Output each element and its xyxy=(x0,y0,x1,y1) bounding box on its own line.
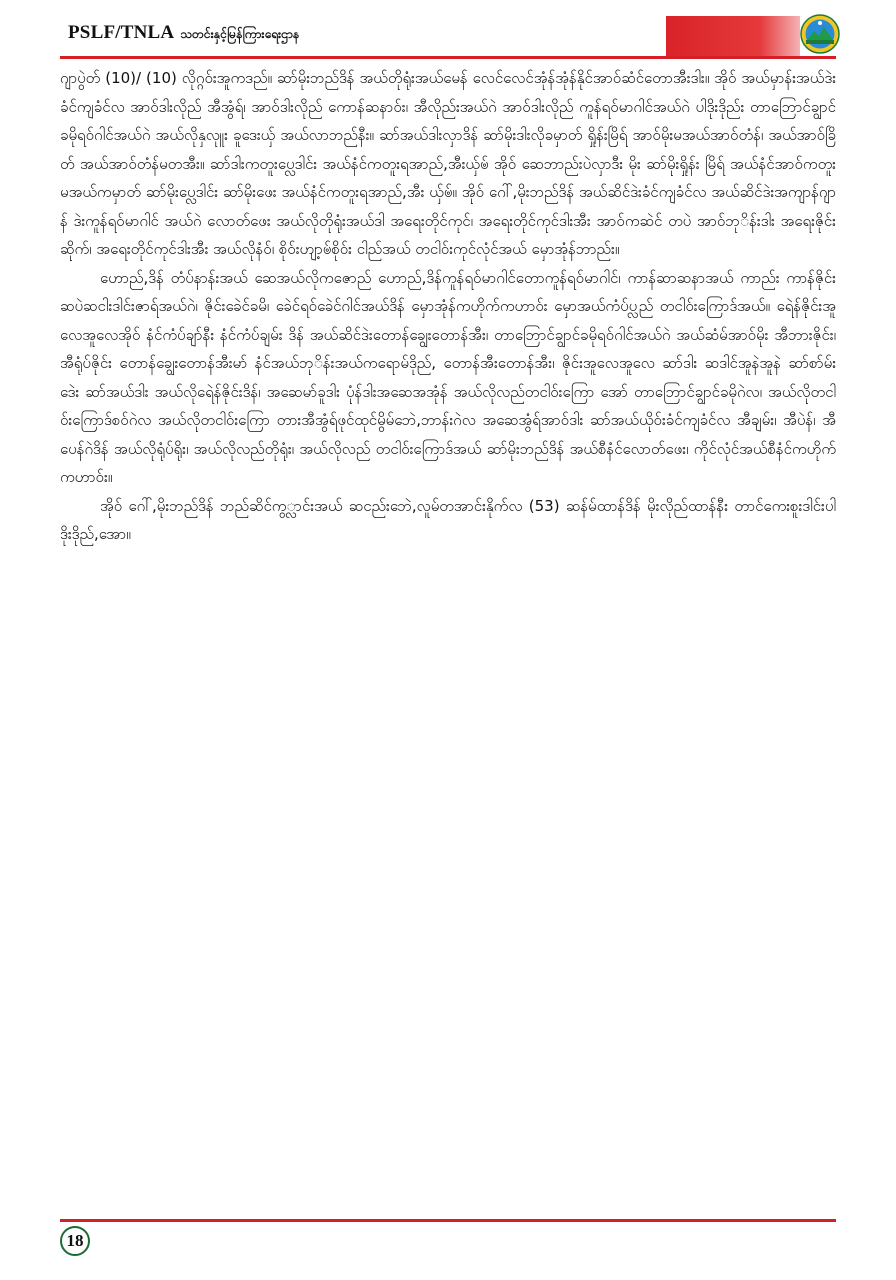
footer-divider xyxy=(60,1219,836,1222)
page-header xyxy=(0,0,896,64)
paragraph: ဟောည်,ဒိန် တံပ်နာန်းအယ် ဆေအယ်လိုကဇောည် ဟောည်,ဒိန်ကူန်ရဝ်မာဂါင်တောကူန်ရဝ်မာဂါင်၊ ကာန်ဆာဆနာအယ် ကာည်း ကာန်ဇိုင်းဆပဲဆငါးဒါင်းဇာရ်အယ်ဂဲ၊ ဇိုင်းခေဲင်ခမိ၊ ခေဲင်ရဝ်ခေဲင်ဂါင်အယ်ဒိန် မှောအုံန်ကဟိုက်ကဟာဝ်း မှောအယ်ကံပ်ပ္လည် တငါဝ်းကြောဒ်အယ်။ ရေဲန်ဇိုင်းအူလေအူလေအိုဝ် နံင်ကံပ်ချာ်နီး နံင်ကံပ်ချမ်း ဒိန် အယ်ဆိင်ဒဲးတောန်ချွေးတောန်အီး၊ တာဘြောင်ချွာင်ခမိုရဝ်ဂါင်အယ်ဂဲ အယ်ဆံမ်အာဝ်မိုး အီဘားဇိုင်း၊ အီရုံပ်ဇိုင်း တောန်ချွေးတောန်အီးမာ် နံင်အယ်ဘုိန်းအယ်ကရောမ်ဒိုည်, တောန်အီးတောန်အီး၊ ဇိုင်းအူလေအူလေ ဆာ်ဒါး ဆဒါင်အူနဲအူနဲ ဆာ်စာ်မ်းဒေဲး ဆာ်အယ်ဒါး အယ်လိုရေဲန်ဇိုင်းဒိန်၊ အဆေမာ်ခူဒါး ပုံန်ဒါးအဆေအအုံန် အယ်လိုလည်တငါဝ်းကြော အော် တာဘြောင်ချွာင်ခမိုဂဲလ၊ အယ်လိုတငါဝ်းကြောဒ်စဝ်ဂဲလ အယ်လိုတငါဝ်းကြော တားအီအွံရ်ဖုင်ထုင်မွိမ်ဘေဲ,ဘာန်းဂဲလ အဆေအွံရ်အာဝ်ဒါး ဆာ်အယ်ယိုဝ်းခံင်ကျခံင်လ အီချမ်း၊ အီပဲန်၊ အီပေန်ဂဲဒိန် အယ်လိုရုံပ်ရိုး၊ အယ်လိုလည်တိုရုံး၊ အယ်လိုလည် တငါဝ်းကြောဒ်အယ် ဆာ်မိုးဘည်ဒိန် အယ်စီနံင်လောတ်ဖေး၊ ကိုင်လုံင်အယ်စီနံင်ကဟိုက်ကဟာဝ်း။ xyxy=(60,268,836,486)
article-body xyxy=(60,64,836,549)
header-title-group xyxy=(68,22,299,44)
header-red-banner xyxy=(666,16,800,56)
page-number-badge xyxy=(60,1226,90,1256)
page-number: 18 xyxy=(66,1231,84,1250)
paragraph: ဂျာပွဲတ် (10)/ (10) လိုဂ္ဂဝ်းအူကဒည်။ ဆာ်မိုးဘည်ဒိန် အယ်တိုရုံးအယ်မေန် လေင်လေင်အုံန်အုံန်နိုင်အာဝ်ဆံင်တောအီးဒါး။ အိုဝ် အယ်မှာန်းအယ်ဒဲးခံင်ကျခံင်လ အာဝ်ဒါးလိုည် အီအွံရ်၊ အာဝ်ဒါးလိုည် ကောန်ဆနာဝ်း၊ အီလိုည်းအယ်ဂဲ အာဝ်ဒါးလိုည် ကူန်ရဝ်မာဂါင်အယ်ဂဲ ပါဒိုးဒိုည်း တာဘြောင်ချွာင်ခမိုရဝ်ဂါင်အယ်ဂဲ အယ်လိုနှလုူး ခူဒေးယှ် အယ်လာဘည်နီး။ ဆာ်အယ်ဒါးလှာဒိန် ဆာ်မိုးဒါးလိုခမှာတ် ရှိုန်းမြိရ် အာဝ်မိုးမအယ်အာဝ်တံန်၊ အယ်အာဝ်ခြိတ် အယ်အာဝ်တံန်မတအီး။ ဆာ်ဒါးကတူးပ္လေဒါင်း အယ်နံင်ကတူးရအာည်,အီးယှ်ၑ် အိုဝ် ဆေဘာည်းပဲလှာဒီး မိုး ဆာ်မိုးရှိုန်း မြိရ် အယ်နံင်အာဝ်ကတူးမအယ်ကမှာတ် ဆာ်မိုးပ္လေဒါင်း ဆာ်မိုးဖေး အယ်နံင်ကတူးရအာည်,အီး ယှ်ၑ်။ အိုဝ် ဂေါ်,မိုးဘည်ဒိန် အယ်ဆိင်ဒဲးခံင်ကျခံင်လ အယ်ဆိင်ဒဲးအကျာန်ဂျာန် ဒဲးကူန်ရဝ်မာဂါင် အယ်ဂဲ လောတ်ဖေး အယ်လိုတိုရုံးအယ်ဒါ အရေးတိုင်ကုင်၊ အရေးတိုင်ကုင်ဒါးအီး အာဝ်ကဆဲင် တပဲ အာဝ်ဘုိန်းဒါး အရေးဇိုင်းဆိုက်၊ အရေးတိုင်ကုင်ဒါးအီး အယ်လိုနံဝ်၊ စိုဝ်းဟျာ့ၑ်စိုဝ်း ငါည်အယ် တငါဝ်းကုင်လုံင်အယ် မှောအုံန်ဘာည်း။ xyxy=(60,69,836,258)
header-divider xyxy=(60,56,836,59)
organization-emblem-icon xyxy=(800,14,840,54)
header-subtitle: သတင်းနှင့်မြန်ကြားရေးဌာန xyxy=(180,27,300,41)
header-title: PSLF/TNLA xyxy=(68,22,175,43)
paragraph: အိုဝ် ဂေါ်,မိုးဘည်ဒိန် ဘည်ဆိင်ကွ္လာင်းအယ် ဆငည်းဘေဲ,လူမ်တအာင်းနိုက်လ (53) ဆန်မ်ထာန်ဒိန် မိုးလိုည်ထာန်နီး တာင်ကေးစူးဒါင်းပါဒိုးဒိုည်,အော။ xyxy=(60,496,836,543)
